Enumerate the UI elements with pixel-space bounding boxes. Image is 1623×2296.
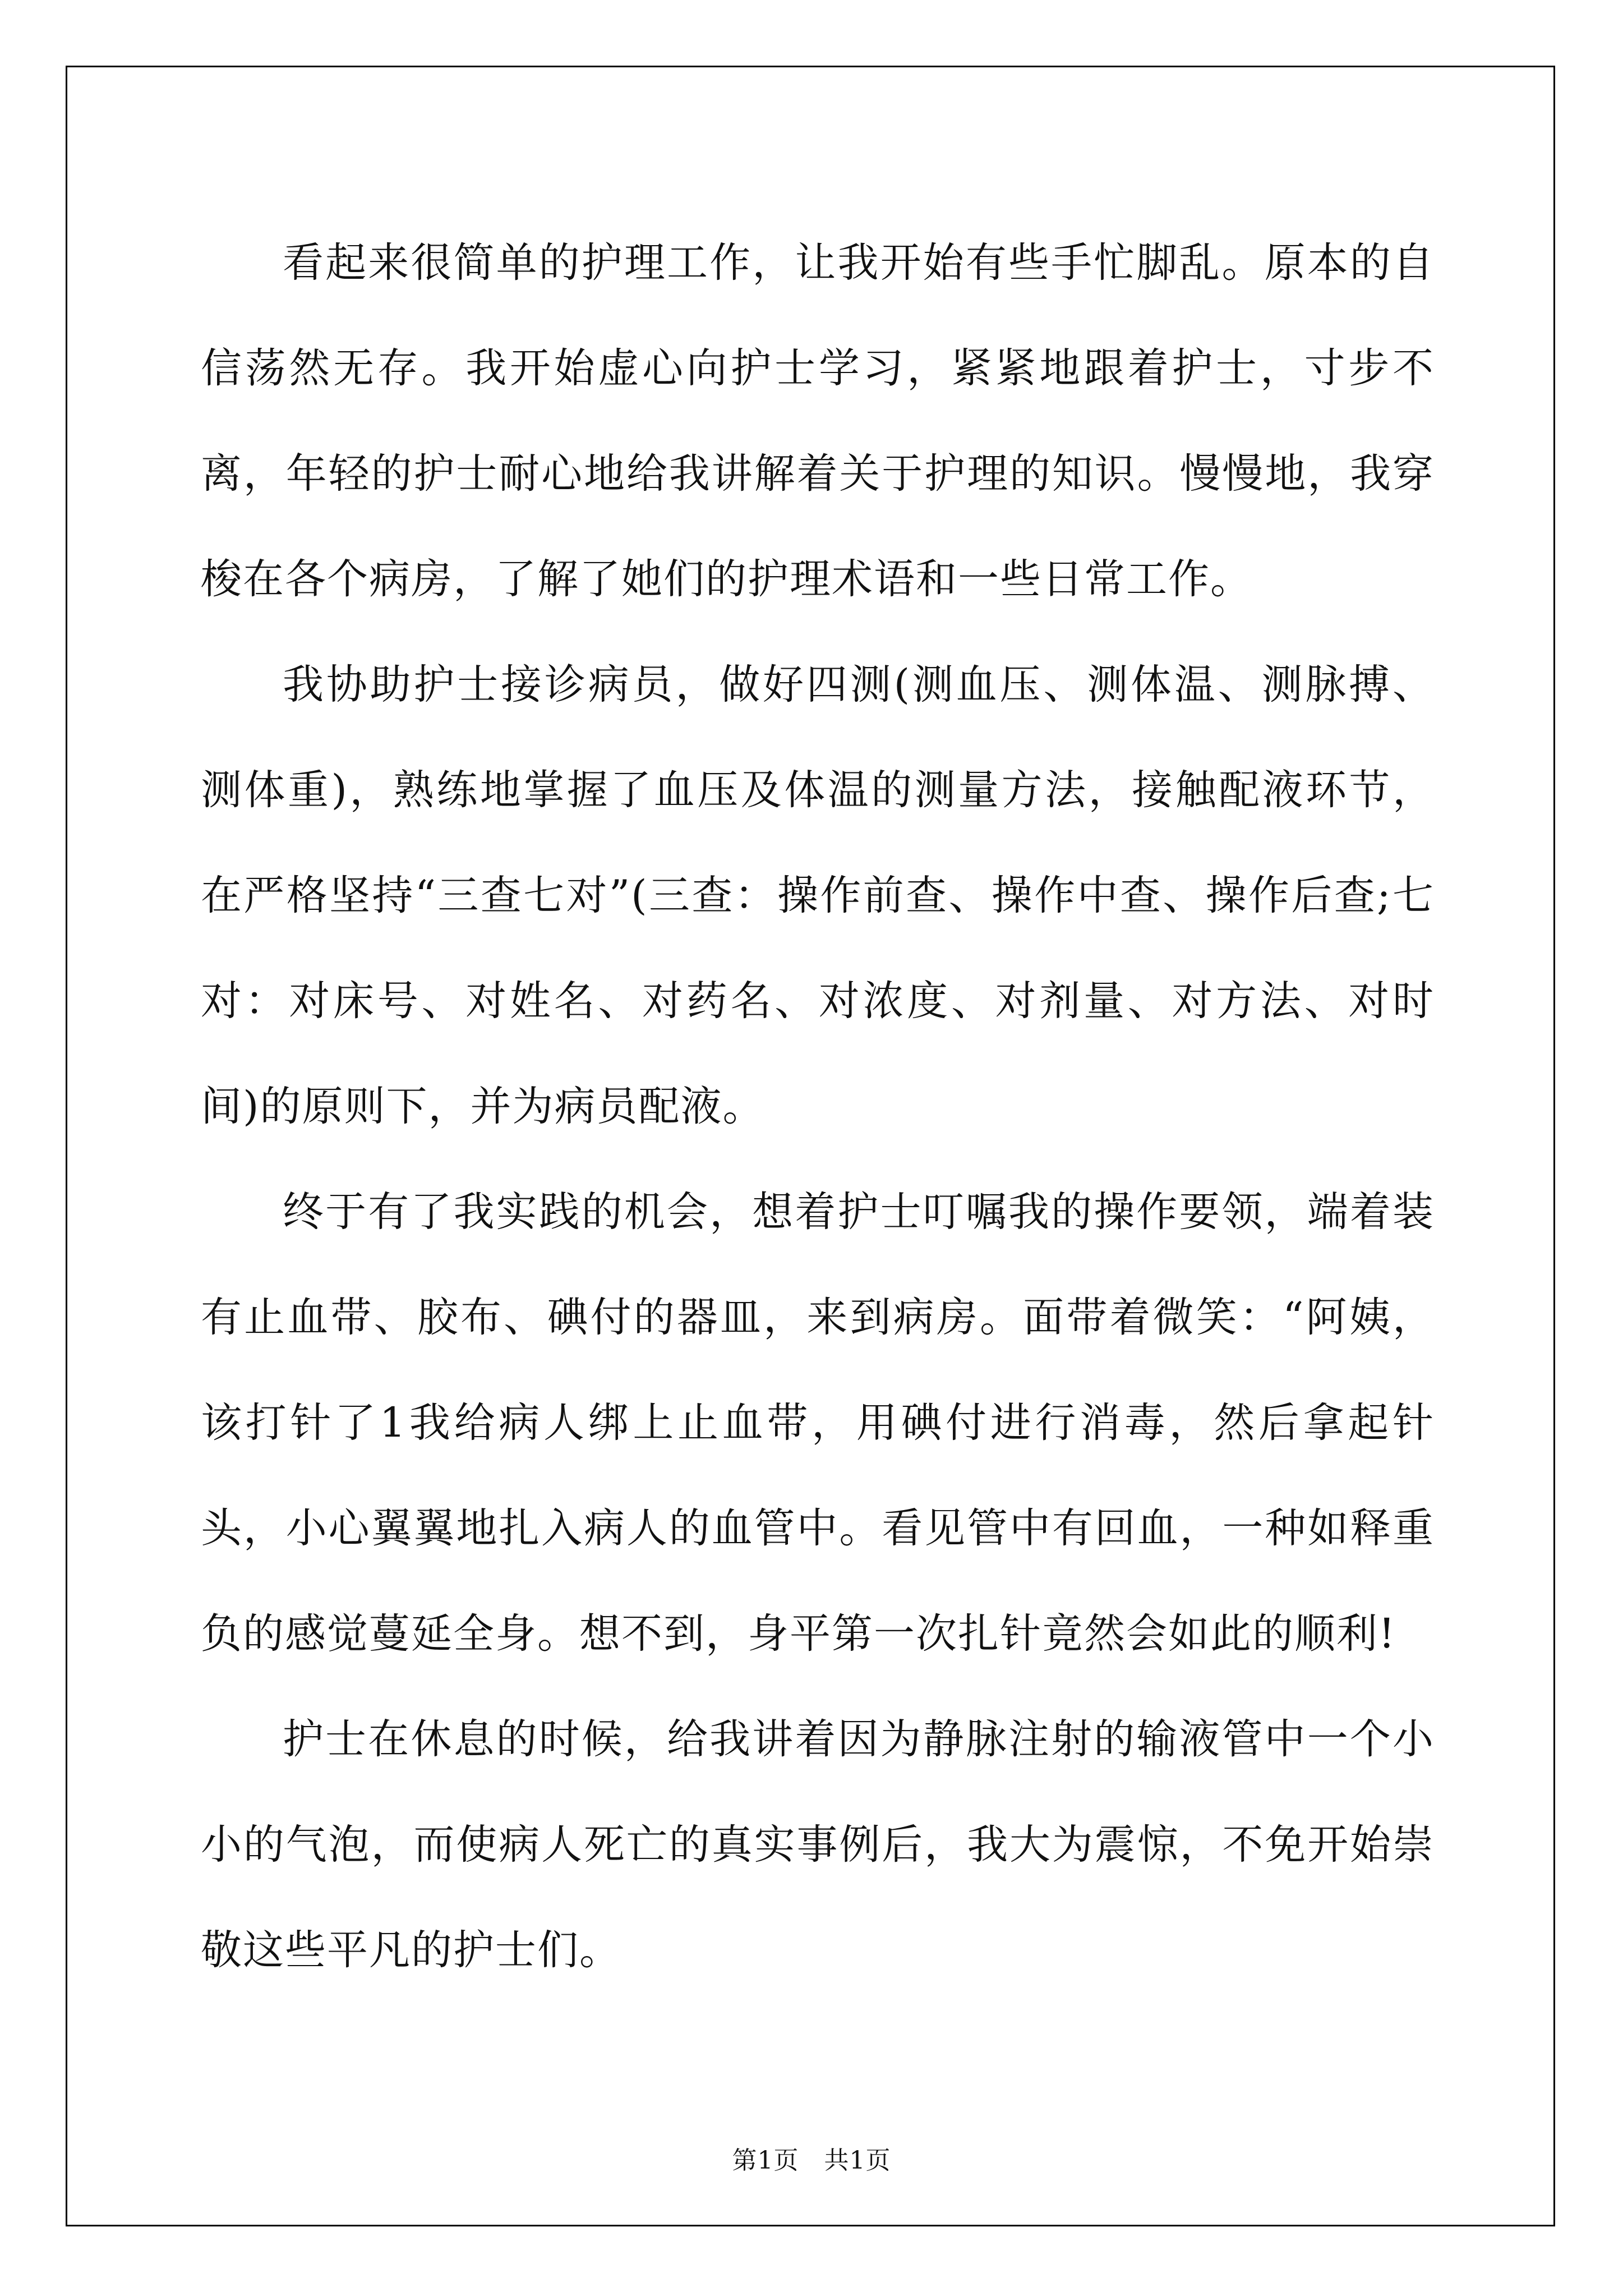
- page-footer: [0, 2140, 1623, 2176]
- paragraph-1: 看起来很简单的护理工作，让我开始有些手忙脚乱。原本的自信荡然无存。我开始虚心向护士学习，紧紧地跟着护士，寸步不离，年轻的护士耐心地给我讲解着关于护理的知识。慢慢地，我穿梭在各个病房，了解了她们的护理术语和一些日常工作。: [201, 239, 1435, 603]
- paragraph-4: 护士在休息的时候，给我讲着因为静脉注射的输液管中一个小小的气泡，而使病人死亡的真实事例后，我大为震惊，不免开始崇敬这些平凡的护士们。: [201, 1715, 1435, 1974]
- paragraph-3: 终于有了我实践的机会，想着护士叮嘱我的操作要领，端着装有止血带、胶布、碘付的器皿，来到病房。面带着微笑：“阿姨，该打针了1我给病人绑上止血带，用碘付进行消毒，然后拿起针头，小心翼翼地扎入病人的血管中。看见管中有回血，一种如释重负的感觉蔓延全身。想不到，身平第一次扎针竟然会如此的顺利!: [201, 1188, 1435, 1658]
- footer-spacer: [799, 2146, 824, 2175]
- page-total: 共1页: [824, 2146, 891, 2175]
- paragraph-2: 我协助护士接诊病员，做好四测(测血压、测体温、测脉搏、测体重)，熟练地掌握了血压及体温的测量方法，接触配液环节，在严格坚持“三查七对”(三查：操作前查、操作中查、操作后查;七对：对床号、对姓名、对药名、对浓度、对剂量、对方法、对时间)的原则下，并为病员配液。: [201, 661, 1435, 1130]
- page-number: 第1页: [732, 2146, 799, 2175]
- document-body: [201, 210, 1435, 2003]
